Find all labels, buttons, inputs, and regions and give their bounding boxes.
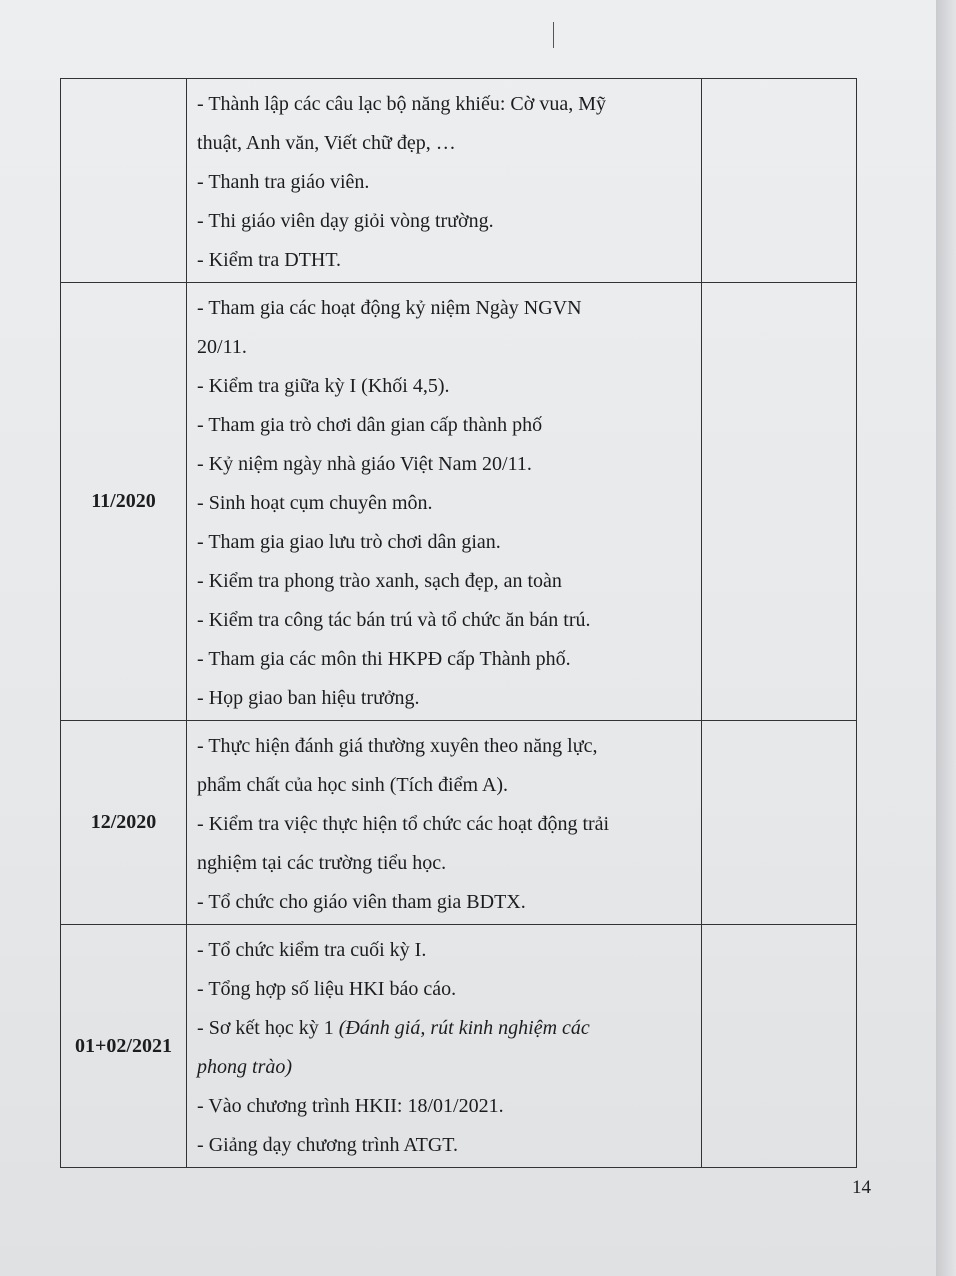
activity-line: nghiệm tại các trường tiểu học. [197,852,447,874]
italic-note: (Đánh giá, rút kinh nghiệm các [338,1017,590,1039]
activity-line: - Vào chương trình HKII: 18/01/2021. [197,1095,504,1117]
activity-line: - Tổng hợp số liệu HKI báo cáo. [197,978,457,1000]
activity-line: phong trào) [197,1056,293,1078]
activity-line: phẩm chất của học sinh (Tích điểm A). [197,774,509,796]
activity-line: - Thi giáo viên dạy giỏi vòng trường. [197,210,494,232]
table-row [61,283,857,721]
table-row [61,79,857,283]
activity-line: - Kỷ niệm ngày nhà giáo Việt Nam 20/11. [197,453,532,475]
activity-line: - Thành lập các câu lạc bộ năng khiếu: Cờ vua, Mỹ [197,93,606,115]
note-cell [702,721,857,925]
table-row [61,721,857,925]
activity-line: thuật, Anh văn, Viết chữ đẹp, … [197,132,456,154]
activity-line: - Tham gia giao lưu trò chơi dân gian. [197,531,501,553]
activity-line: - Thanh tra giáo viên. [197,171,370,193]
activity-line: - Tham gia trò chơi dân gian cấp thành phố [197,414,543,436]
activity-line: - Kiểm tra giữa kỳ I (Khối 4,5). [197,375,450,397]
table-row [61,925,857,1168]
activity-line [197,1009,693,1048]
page-edge [936,0,956,1276]
note-cell [702,925,857,1168]
activities-cell [187,79,702,283]
activity-line: - Họp giao ban hiệu trưởng. [197,687,420,709]
activity-line: - Kiểm tra công tác bán trú và tổ chức ăn bán trú. [197,609,591,631]
activity-line: - Kiểm tra phong trào xanh, sạch đẹp, an toàn [197,570,562,592]
month-cell: 11/2020 [61,283,187,721]
activities-cell [187,721,702,925]
schedule-table [60,78,857,1168]
activity-line: - Thực hiện đánh giá thường xuyên theo năng lực, [197,735,598,757]
page-number: 14 [852,1177,871,1198]
activity-text: - Sơ kết học kỳ 1 [197,1017,339,1039]
activity-line: - Tổ chức kiểm tra cuối kỳ I. [197,939,427,961]
activity-line: - Tham gia các môn thi HKPĐ cấp Thành phố. [197,648,571,670]
note-cell [702,283,857,721]
activity-line: - Tham gia các hoạt động kỷ niệm Ngày NGVN [197,297,582,319]
activity-line: - Kiểm tra việc thực hiện tổ chức các hoạt động trải [197,813,610,835]
month-cell [61,79,187,283]
activity-line: - Giảng dạy chương trình ATGT. [197,1134,459,1156]
month-cell: 12/2020 [61,721,187,925]
activity-line: - Tổ chức cho giáo viên tham gia BDTX. [197,891,526,913]
activities-cell [187,925,702,1168]
note-cell [702,79,857,283]
activity-line: - Kiểm tra DTHT. [197,249,342,271]
month-cell: 01+02/2021 [61,925,187,1168]
activity-line: - Sinh hoạt cụm chuyên môn. [197,492,433,514]
activities-cell [187,283,702,721]
activity-line: 20/11. [197,336,247,358]
fold-mark [553,22,554,48]
